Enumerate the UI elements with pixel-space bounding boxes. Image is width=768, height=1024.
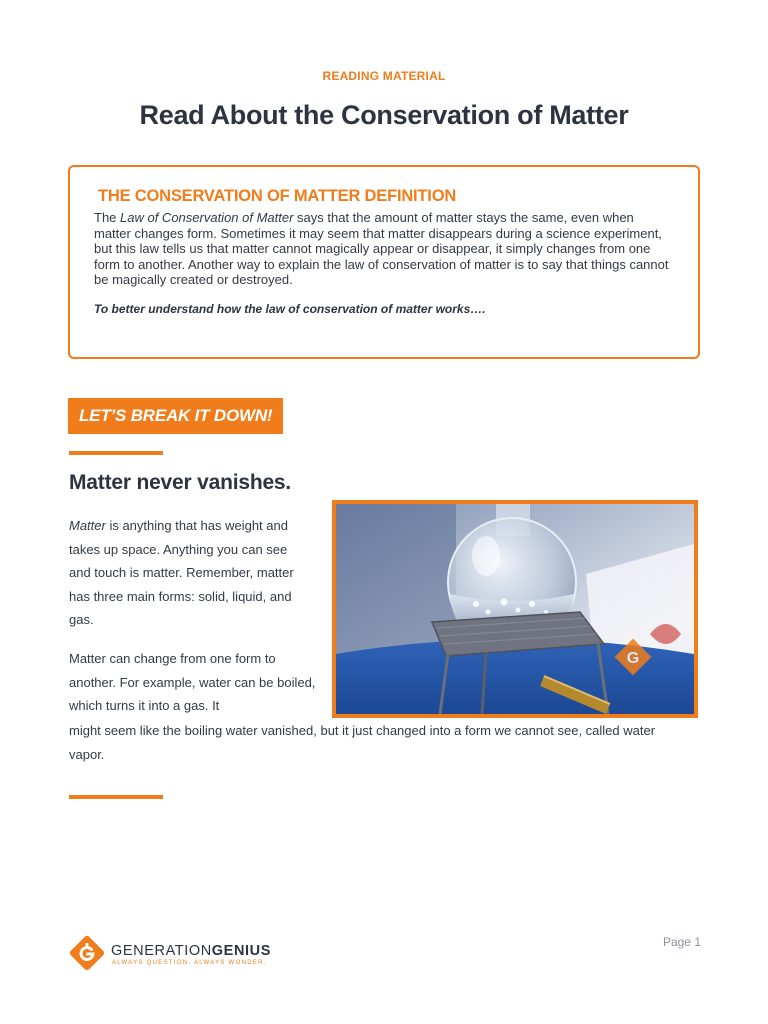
definition-body-post: says that the amount of matter stays the same, even when matter changes form. Sometimes it may seem that matter disappears during a science experiment, but this law tells us that matter cannot magically appear or disappear, it simply changes from one form to another. Another way to explain the law of conservation of matter is to say that things cannot be magically created or destroyed. xyxy=(94,210,669,288)
matter-term: Matter xyxy=(69,518,106,533)
brand-wordmark xyxy=(111,943,271,959)
page-number: Page 1 xyxy=(662,935,701,949)
definition-heading: THE CONSERVATION OF MATTER DEFINITION xyxy=(98,187,457,205)
brand-tagline: ALWAYS QUESTION. ALWAYS WONDER. xyxy=(112,960,267,966)
definition-body xyxy=(94,210,672,288)
definition-law-name: Law of Conservation of Matter xyxy=(120,210,294,225)
definition-cta: To better understand how the law of conservation of matter works…. xyxy=(94,301,486,316)
page-title: Read About the Conservation of Matter xyxy=(139,100,629,130)
eyebrow-label: READING MATERIAL xyxy=(322,69,446,83)
definition-box xyxy=(68,165,700,359)
generation-genius-logo-icon xyxy=(68,934,106,972)
brand-word-genius: GENIUS xyxy=(211,943,271,959)
definition-body-pre: The xyxy=(94,210,121,225)
accent-divider-bottom xyxy=(69,795,163,799)
break-it-down-banner: LET’S BREAK IT DOWN! xyxy=(68,398,283,434)
accent-divider-top xyxy=(69,451,163,455)
paragraph-matter-definition-text: is anything that has weight and takes up space. Anything you can see and touch is matter. Remember, matter has three main forms: solid, liquid, and gas. xyxy=(69,518,294,628)
paragraph-matter-change: Matter can change from one form to another. For example, water can be boiled, which turns it into a gas. It xyxy=(69,651,316,714)
paragraph-water-vapor: might seem like the boiling water vanished, but it just changed into a form we cannot see, called water vapor. xyxy=(69,723,656,762)
flask-boiling-water-photo xyxy=(332,500,698,718)
svg-text:G: G xyxy=(626,650,640,667)
section-heading: Matter never vanishes. xyxy=(69,471,292,494)
brand-word-generation: GENERATION xyxy=(111,943,212,959)
paragraph-matter-definition xyxy=(69,514,309,632)
generation-genius-logo xyxy=(68,934,288,974)
